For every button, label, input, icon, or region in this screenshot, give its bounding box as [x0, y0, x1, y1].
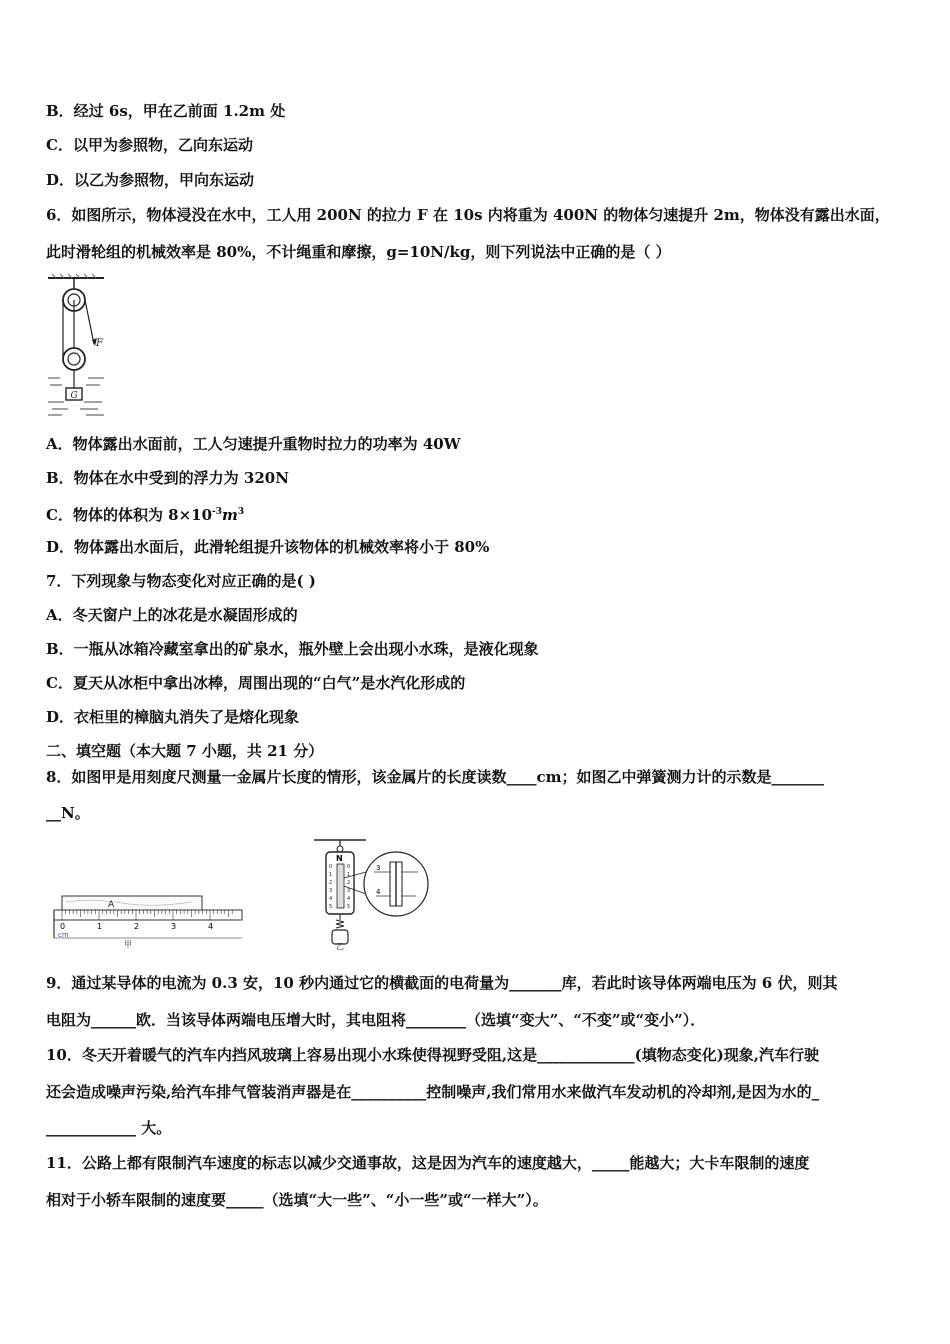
q5-option-b: B．经过 6s，甲在乙前面 1.2m 处: [46, 102, 286, 120]
q6-option-c: C．物体的体积为 $8\times 10^{-3}m^3$: [46, 506, 245, 524]
q7-option-a: A．冬天窗户上的冰花是水凝固形成的: [46, 606, 298, 624]
q6-option-a: A．物体露出水面前，工人匀速提升重物时拉力的功率为 40W: [46, 435, 461, 453]
meter-scale-1: 1: [329, 872, 333, 878]
ruler-caption: 甲: [124, 940, 132, 948]
q8-line2: __N。: [46, 804, 90, 822]
q11-line2: 相对于小轿车限制的速度要_____（选填“大一些”、“小一些”或“一样大”）。: [46, 1191, 548, 1209]
ruler-tick-4: 4: [208, 922, 214, 931]
q7-option-d: D．衣柜里的樟脑丸消失了是熔化现象: [46, 708, 300, 726]
q8-line1: 8．如图甲是用刻度尺测量一金属片长度的情形，该金属片的长度读数____cm；如图乙中弹簧测力计的示数是_______: [46, 768, 824, 786]
meter-caption: 乙: [336, 942, 344, 950]
meter-scale-4: 4: [329, 896, 333, 902]
zoom-mark-3: 3: [376, 864, 381, 872]
q10-line1: 10．冬天开着暖气的汽车内挡风玻璃上容易出现小水珠使得视野受阻,这是_____________(填物态变化)现象,汽车行驶: [46, 1046, 820, 1064]
meter-scale-2: 2: [329, 880, 333, 886]
q9-line1: 9．通过某导体的电流为 0.3 安，10 秒内通过它的横截面的电荷量为_______库，若此时该导体两端电压为 6 伏，则其: [46, 974, 838, 992]
q10-line2: 还会造成噪声污染,给汽车排气管装消声器是在__________控制噪声,我们常用水来做汽车发动机的冷却剂,是因为水的_: [46, 1083, 820, 1101]
meter-scale-right-3: 3: [347, 888, 351, 894]
q11-line1: 11．公路上都有限制汽车速度的标志以减少交通事故，这是因为汽车的速度越大，_____能越大；大卡车限制的速度: [46, 1154, 810, 1172]
meter-scale-right-2: 2: [347, 880, 351, 886]
ruler-tick-3: 3: [171, 922, 177, 931]
q5-option-d: D．以乙为参照物，甲向东运动: [46, 171, 255, 189]
spring-meter-figure: [310, 838, 434, 950]
force-label: F: [96, 338, 103, 349]
meter-scale-right-1: 1: [347, 872, 351, 878]
meter-scale-right-4: 4: [347, 896, 351, 902]
q6-option-b: B．物体在水中受到的浮力为 320N: [46, 469, 289, 487]
ruler-tick-1: 1: [97, 922, 103, 931]
object-label: G: [70, 391, 78, 401]
pulley-figure: [44, 274, 116, 420]
meter-scale-right-0: 0: [347, 864, 351, 870]
q6-option-d: D．物体露出水面后，此滑轮组提升该物体的机械效率将小于 80%: [46, 538, 490, 556]
q6-stem-line2: 此时滑轮组的机械效率是 80%，不计绳重和摩擦，g=10N/kg，则下列说法中正确的是（ ）: [46, 243, 671, 261]
ruler-tick-0: 0: [60, 922, 66, 931]
q6-stem-line1: 6．如图所示，物体浸没在水中，工人用 200N 的拉力 F 在 10s 内将重为 400N 的物体匀速提升 2m，物体没有露出水面，: [46, 206, 890, 224]
meter-scale-0: 0: [329, 864, 333, 870]
meter-scale-5: 5: [329, 904, 333, 910]
section-heading: 二、填空题（本大题 7 小题，共 21 分）: [46, 742, 324, 760]
zoom-mark-4: 4: [376, 888, 381, 896]
q10-line3: ____________ 大。: [46, 1119, 172, 1137]
q5-option-c: C．以甲为参照物，乙向东运动: [46, 136, 253, 154]
q7-option-c: C．夏天从冰柜中拿出冰棒，周围出现的“白气”是水汽化形成的: [46, 674, 466, 692]
ruler-tick-2: 2: [134, 922, 140, 931]
ruler-figure: [52, 894, 246, 948]
q7-stem: 7．下列现象与物态变化对应正确的是( ): [46, 572, 316, 590]
q9-line2: 电阻为______欧．当该导体两端电压增大时，其电阻将________（选填“变大”、“不变”或“变小”）．: [46, 1011, 706, 1029]
ruler-unit: cm: [58, 931, 69, 939]
meter-scale-3: 3: [329, 888, 333, 894]
ruler-label-a: A: [108, 900, 115, 910]
meter-unit-label: N: [336, 854, 343, 863]
meter-scale-right-5: 5: [347, 904, 351, 910]
q7-option-b: B．一瓶从冰箱冷藏室拿出的矿泉水，瓶外壁上会出现小水珠，是液化现象: [46, 640, 539, 658]
